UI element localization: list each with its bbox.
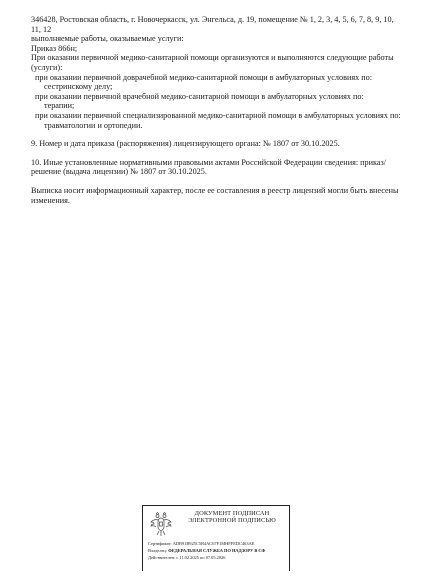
section-9-order-number: 9. Номер и дата приказа (распоряжения) лицензирующего органа: № 1807 от 30.10.2025. <box>31 139 340 149</box>
double-headed-eagle-emblem-icon <box>149 511 173 539</box>
service-subitem-traumatology: травматологии и ортопедии. <box>44 120 143 130</box>
works-label: выполняемые работы, оказываемые услуги: <box>31 34 184 44</box>
certificate-value: ADB91B925C5B4AC67F1MHFFEDC463AE <box>172 541 255 546</box>
owner-label: Владелец: <box>148 548 167 553</box>
validity-line: Действителен: с 11.02.2025 по 07.05.2026 <box>148 555 226 560</box>
service-subitem-therapy: терапии; <box>44 101 75 111</box>
owner-value: ФЕДЕРАЛЬНАЯ СЛУЖБА ПО НАДЗОРУ В СФ <box>168 548 266 553</box>
owner-line <box>148 548 265 553</box>
section-10-other-info: 10. Иные установленные нормативными правовыми актами Российской Федерации сведения: приказ/решение (выдача лицензии) № 1807 от 30.10.2025. <box>31 157 387 177</box>
service-subitem-nursing: сестринскому делу; <box>44 82 113 92</box>
service-item-specialized: при оказании первичной специализированной медико-санитарной помощи в амбулаторных условиях по: <box>35 110 401 120</box>
stamp-title-line-1: ДОКУМЕНТ ПОДПИСАН <box>194 510 270 517</box>
stamp-title-line-2: ЭЛЕКТРОННОЙ ПОДПИСЬЮ <box>188 517 276 525</box>
services-intro: При оказании первичной медико-санитарной помощи организуются и выполняются следующие работы (услуги): <box>31 53 394 72</box>
certificate-line <box>148 541 254 546</box>
certificate-label: Сертификат: <box>148 541 172 546</box>
electronic-signature-stamp <box>142 505 290 571</box>
address-text: 346428, Ростовская область, г. Новочеркасск, ул. Энгельса, д. 19, помещение № 1, 2, 3, 4, 5, 6, 7, 8, 9, 10, 11, 12 <box>31 15 394 34</box>
service-item-prehospital: при оказании первичной доврачебной медико-санитарной помощи в амбулаторных условиях по: <box>35 72 372 82</box>
order-label: Приказ 866н; <box>31 43 78 53</box>
informational-note: Выписка носит информационный характер, после ее составления в реестр лицензий могли быть внесены изменения. <box>31 185 399 205</box>
stamp-title <box>177 510 287 525</box>
document-body <box>31 15 403 205</box>
service-item-medical: при оказании первичной врачебной медико-санитарной помощи в амбулаторных условиях по: <box>35 91 364 101</box>
